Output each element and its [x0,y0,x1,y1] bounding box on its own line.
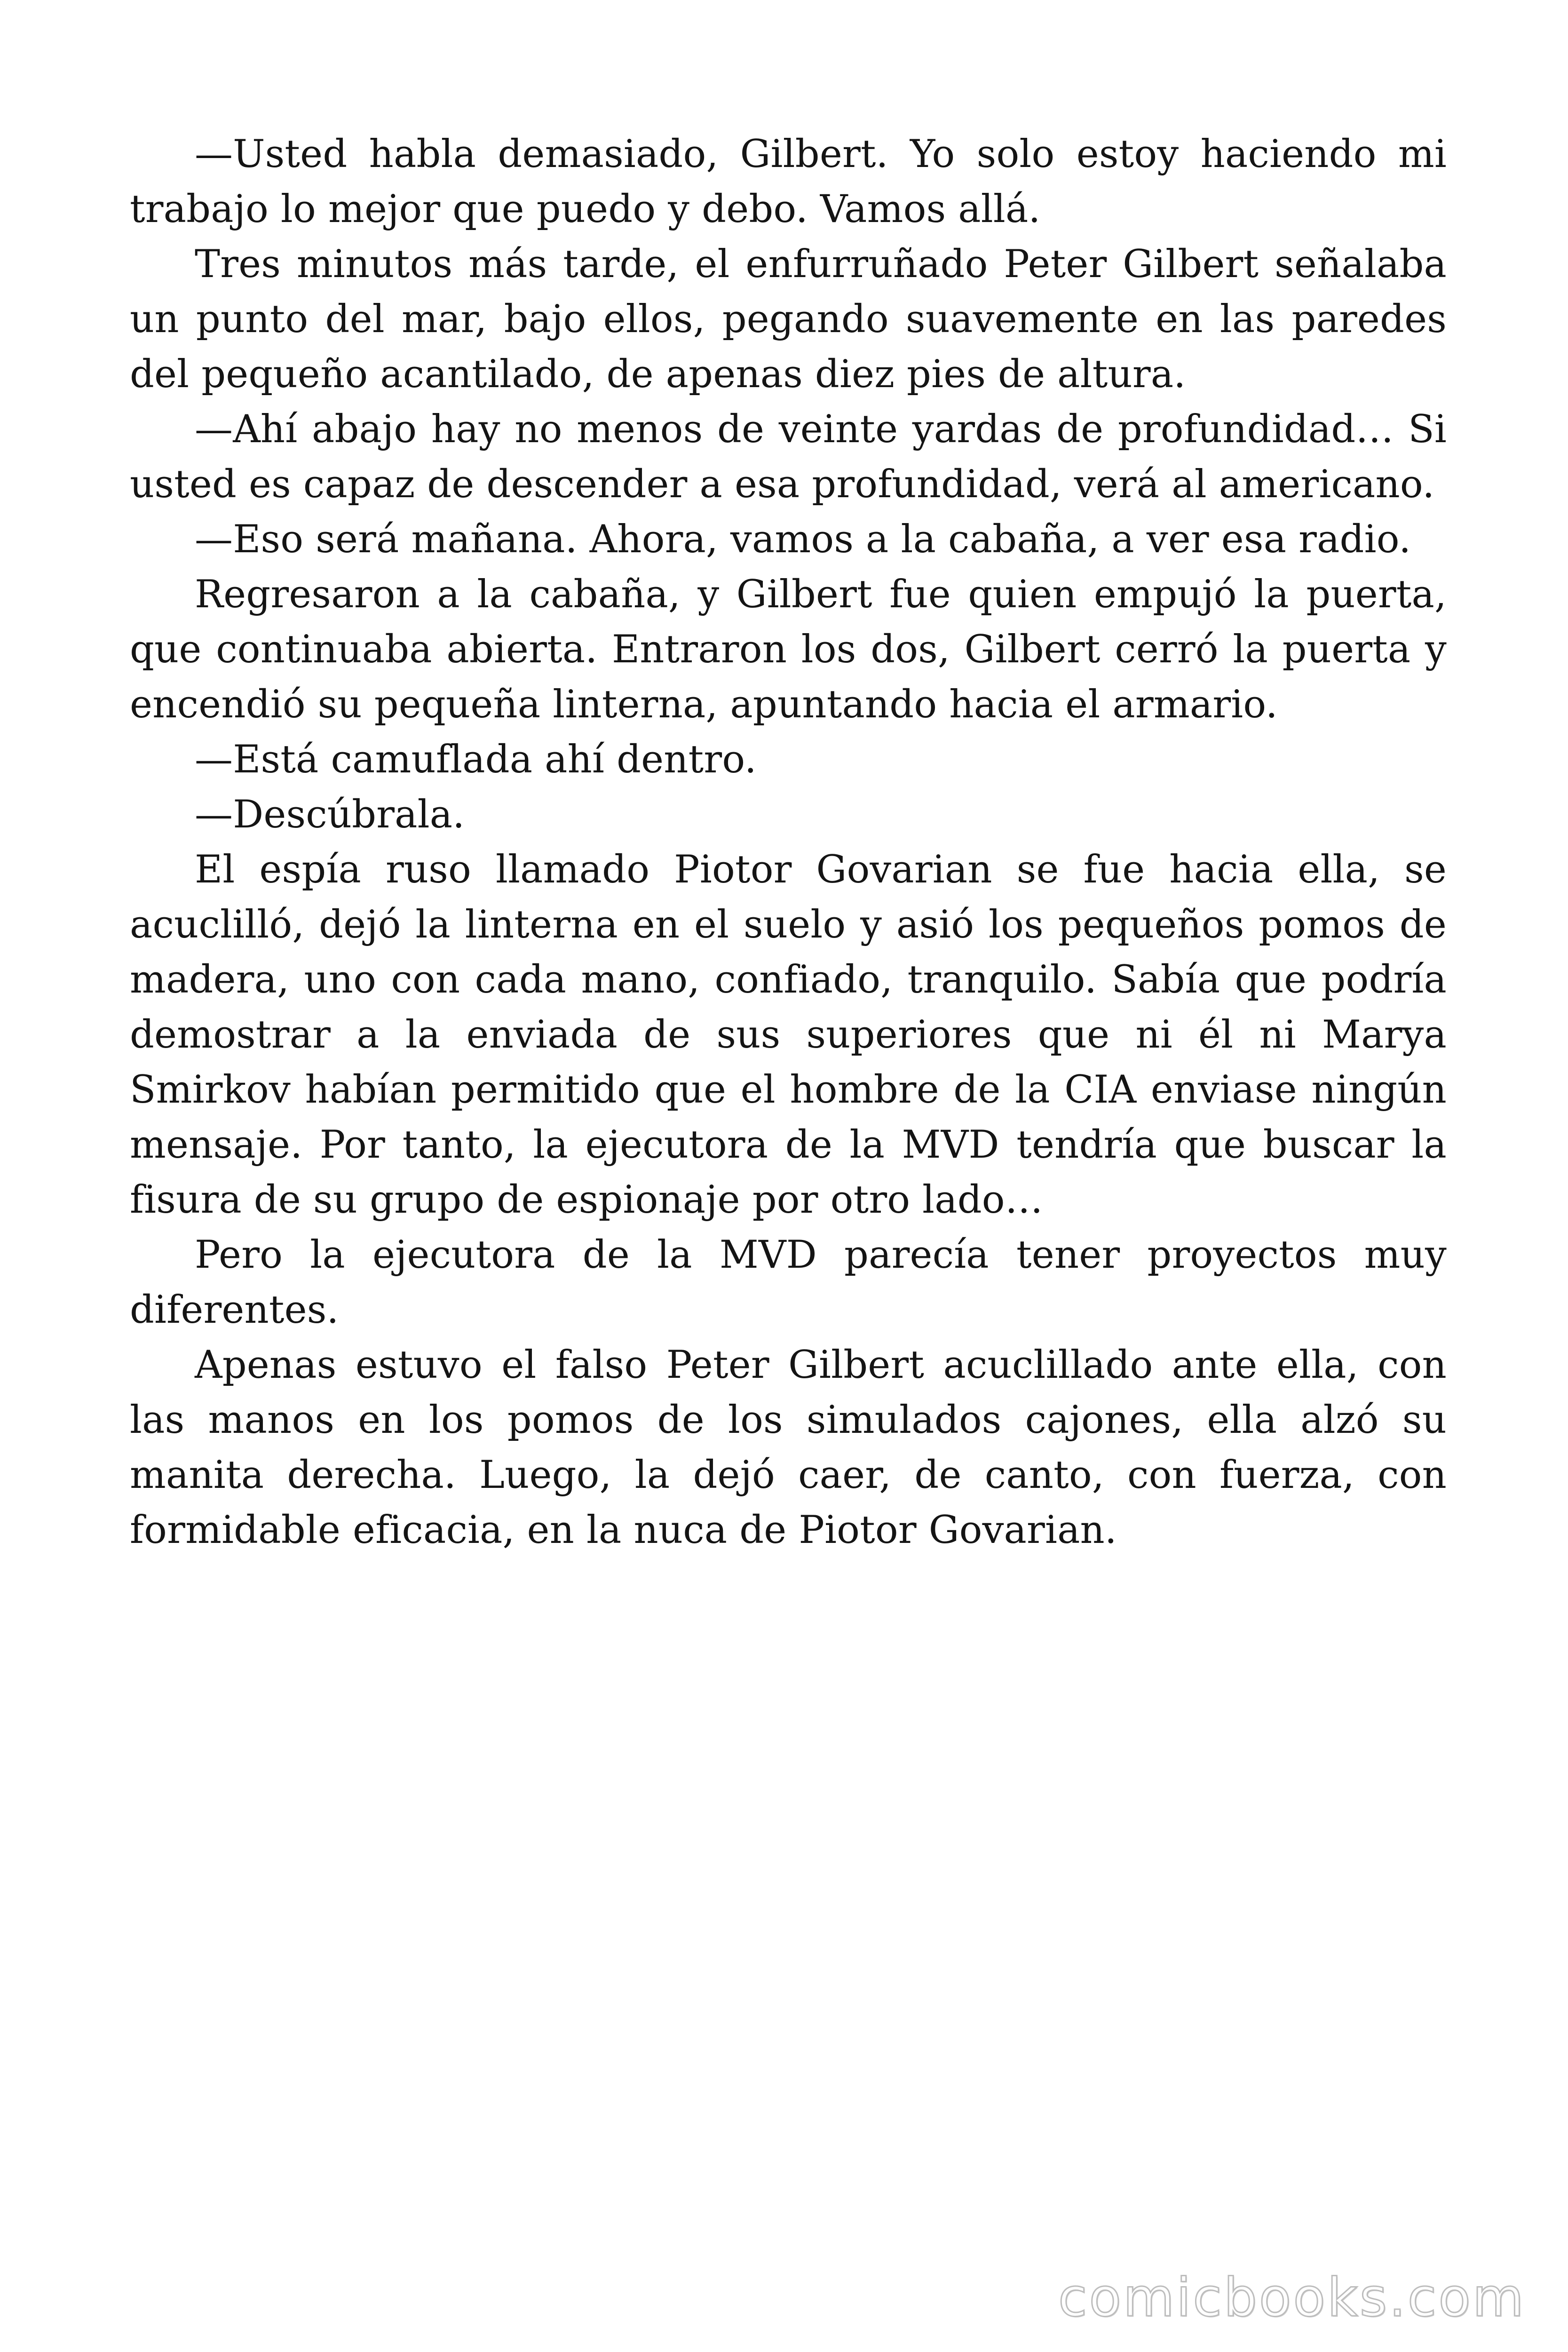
paragraph: El espía ruso llamado Piotor Govarian se fue hacia ella, se acuclilló, dejó la linterna en el suelo y asió los pequeños pomos de madera, uno con cada mano, confiado, tranquilo. Sabía que podría demostrar a la enviada de sus superiores que ni él ni Marya Smirkov habían permitido que el hombre de la CIA enviase ningún mensaje. Por tanto, la ejecutora de la MVD tendría que buscar la fisura de su grupo de espionaje por otro lado… [130,848,1447,1222]
book-page-text [130,127,1447,1558]
paragraph: —Eso será mañana. Ahora, vamos a la cabaña, a ver esa radio. [195,517,1411,562]
paragraph: Pero la ejecutora de la MVD parecía tener proyectos muy diferentes. [130,1233,1447,1332]
paragraph: —Está camuflada ahí dentro. [195,738,757,782]
paragraph: Apenas estuvo el falso Peter Gilbert acuclillado ante ella, con las manos en los pomos de los simulados cajones, ella alzó su manita derecha. Luego, la dejó caer, de canto, con fuerza, con formidable eficacia, en la nuca de Piotor Govarian. [130,1343,1447,1552]
paragraph: —Usted habla demasiado, Gilbert. Yo solo estoy haciendo mi trabajo lo mejor que puedo y debo. Vamos allá. [130,132,1447,231]
watermark: comicbooks.com [1058,2267,1526,2328]
paragraph: —Ahí abajo hay no menos de veinte yardas de profundidad… Si usted es capaz de descender a esa profundidad, verá al americano. [130,407,1447,507]
paragraph: Tres minutos más tarde, el enfurruñado Peter Gilbert señalaba un punto del mar, bajo ellos, pegando suavemente en las paredes del pequeño acantilado, de apenas diez pies de altura. [130,242,1447,397]
paragraph: Regresaron a la cabaña, y Gilbert fue quien empujó la puerta, que continuaba abierta. Entraron los dos, Gilbert cerró la puerta y encendió su pequeña linterna, apuntando hacia el armario. [130,572,1447,727]
paragraph: —Descúbrala. [195,793,465,837]
